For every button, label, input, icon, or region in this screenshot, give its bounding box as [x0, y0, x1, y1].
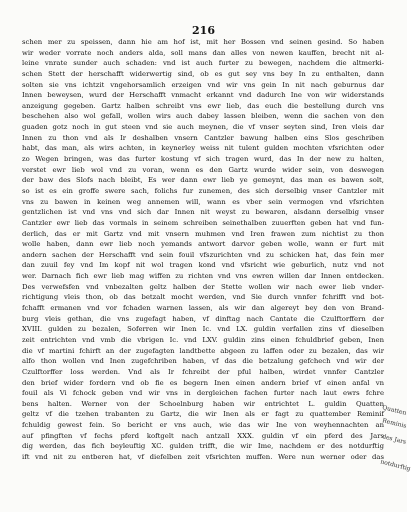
- text-line: andern sachen der Herschafft vnd sein fouil vfszurichten vnd zu schicken hat, das fein mer: [22, 250, 384, 259]
- text-line: zo Wegen bringen, was das furter kostung vf sich tragen wurd, das In der new zu halten,: [22, 155, 384, 164]
- text-line: leine vnrate sunder auch schaden: vnd ist auch furter zu bewegen, nachdem die altmerki-: [22, 59, 384, 68]
- text-line: ift vnd nit zu entberen hat, vf diefelben zeit vfsrichten muffen. Were nun werner oder das: [22, 452, 384, 461]
- margin-note: Quatten: [381, 404, 408, 417]
- text-line: Innen beweysen, wurd der Herschafft vnmacht erkannt vnd dadurch Ine von wir widerstands: [22, 91, 384, 100]
- text-line: dig werden, das fich beyleuftig XC. gulden trifft, die wir Ime, nachdem er des notdurftig: [22, 442, 384, 451]
- text-line: der baw des Slofs nach bleibt, Es wer dann ewr lieb ye gemeynt, das man es bawen solt,: [22, 176, 384, 185]
- margin-note: des Jars: [381, 433, 407, 446]
- text-line: zeit entrichten vnd vmb die vbrigen Ic. vnd LXV. guldin zins einen fchuldbrief geben, Inen: [22, 335, 384, 344]
- text-line: so ist es ein groffe swere sach, folichs fur zunemen, des sich derselbig vnser Cantzler mit: [22, 186, 384, 195]
- text-line: Des verwefsfen vnd vnbezalten geltz halben der Stette wollen wir nach ewer lieb vnder-: [22, 282, 384, 291]
- text-line: gentzlichen ist vnd vns vnd sich dar Innen nit weyst zu bewaren, alsdann derselbig vnser: [22, 208, 384, 217]
- text-line: vns zu bawen in keinen weg annemen will, wann es vber sein vermogen vnd vfsrichten: [22, 197, 384, 206]
- text-line: habt, das man, als wirs achten, in keynerley weiss nit tulent gulden mochten vfsrichten oder: [22, 144, 384, 153]
- text-line: fchuldig gewest fein. So bericht er vns auch, wie das wir Ine von weyhennachten an: [22, 421, 384, 430]
- text-line: solten sie vns ichtzit vngehorsamlich erzeigen vnd wir vns gein In nit nach geburnus dar: [22, 80, 384, 89]
- text-line: fchafft ermanen vnd vor fchaden warnen lassen, als wir dan algereyt bey den von Brand-: [22, 304, 384, 313]
- text-line: derlich, das er mit Gartz vnd mit vnsern muhmen vnd Iren frawen zum nichtist zu thon: [22, 229, 384, 238]
- text-line: schen Stett der herschafft widerwertig sind, ob es gut sey vns bey In zu enthalten, dann: [22, 69, 384, 78]
- margin-note: Reminis: [381, 417, 408, 430]
- text-line: fouil als Vi fchock geben vnd wir vns in dergleichen fachen furter nach laut ewrs fchre: [22, 389, 384, 398]
- text-line: die vf martini fchirft an der zugefagten landtbette abgeen zu laffen oder zu bezalen, das wir: [22, 346, 384, 355]
- text-line: bens halten. Werner von der Schoelnburg haben wir entrichtet L. guldin Quatten: [22, 399, 384, 408]
- text-line: den brief wider fordern vnd ob fie es begern Inen einen andern brief vf einen anfal vn: [22, 378, 384, 387]
- text-line: auf pfingften vf fechs pferd koftgelt nach antzall XXX. guldin vf ein pferd des Jars: [22, 431, 384, 440]
- text-line: richtigung vleis thon, ob das betzalt mocht werden, vnd Sie durch vnnfer fchrifft vnd bot-: [22, 293, 384, 302]
- text-line: wer. Darnach fich ewr lieb mag wiffen zu richten vnd vns ewren willen dar Innen entdecken.: [22, 272, 384, 281]
- text-line: XVIII. gulden zu bezalen, Soferren wir Inen Ic. vnd LX. guldin verfallen zins vf dieselben: [22, 325, 384, 334]
- text-line: dan zuuil fey vnd Im kopf nit wol tragen kond vnd vfsricht wie geburlich, nutz vnd not: [22, 261, 384, 270]
- text-line: beschehen also wol gefall, wollen wirs auch dabey lassen bleiben, wenn die sachen von den: [22, 112, 384, 121]
- margin-note: notdurftig: [379, 458, 411, 473]
- text-line: Cantzler ewr lieb das vormals in seinem schreiben seinethalben zuuerften geben hat vnd fun-: [22, 218, 384, 227]
- text-line: burg vleis gethan, die vns zugefagt haben, vf dinftag nach Cantate die Czulftorffern der: [22, 314, 384, 323]
- page-number: 216: [192, 24, 215, 37]
- body-text: [22, 37, 384, 473]
- text-line: wir weder vorrate noch anders alda, soll mans dan alles von newen kauffen, brecht nit al-: [22, 48, 384, 57]
- text-line: schen mer zu speissen, dann hie am hof ist, mit her Bossen vnd seinen gesind. So haben: [22, 38, 384, 46]
- text-line: alfo thon wollen vnd Inen zugefchriben haben, vf das die betzalung gefchech vnd wir der: [22, 357, 384, 366]
- text-line: Czulftorffer loss werden. Vnd als Ir fchreibt der pful halben, wirdet vnnfer Cantzler: [22, 367, 384, 376]
- text-line: guaden gotz noch in gut steen vnd sie auch meynen, die vf vnser seyten sind, Iren vleis dar: [22, 123, 384, 132]
- text-line: anzeigung gegeben. Gartz halben schreibt vns ewr lieb, das euch die bestellung durch vns: [22, 101, 384, 110]
- text-line: Innen zu thon vnd als Ir deshalben vnsern Cantzler bawung halben eins Slos geschriben: [22, 133, 384, 142]
- text-line: geltz vf die tzehen trabanten zu Gartz, die wir Inen als er fagt zu quattember Reminif: [22, 410, 384, 419]
- text-line: wolle haben, dann ewr lieb noch yemands antwort darvor geben wolle, wann er furt mit: [22, 240, 384, 249]
- text-line: [22, 463, 384, 474]
- text-line: verstet ewr lieb wol vnd zu voran, wenn es den Gartz wurde wider sein, von deswegen: [22, 165, 384, 174]
